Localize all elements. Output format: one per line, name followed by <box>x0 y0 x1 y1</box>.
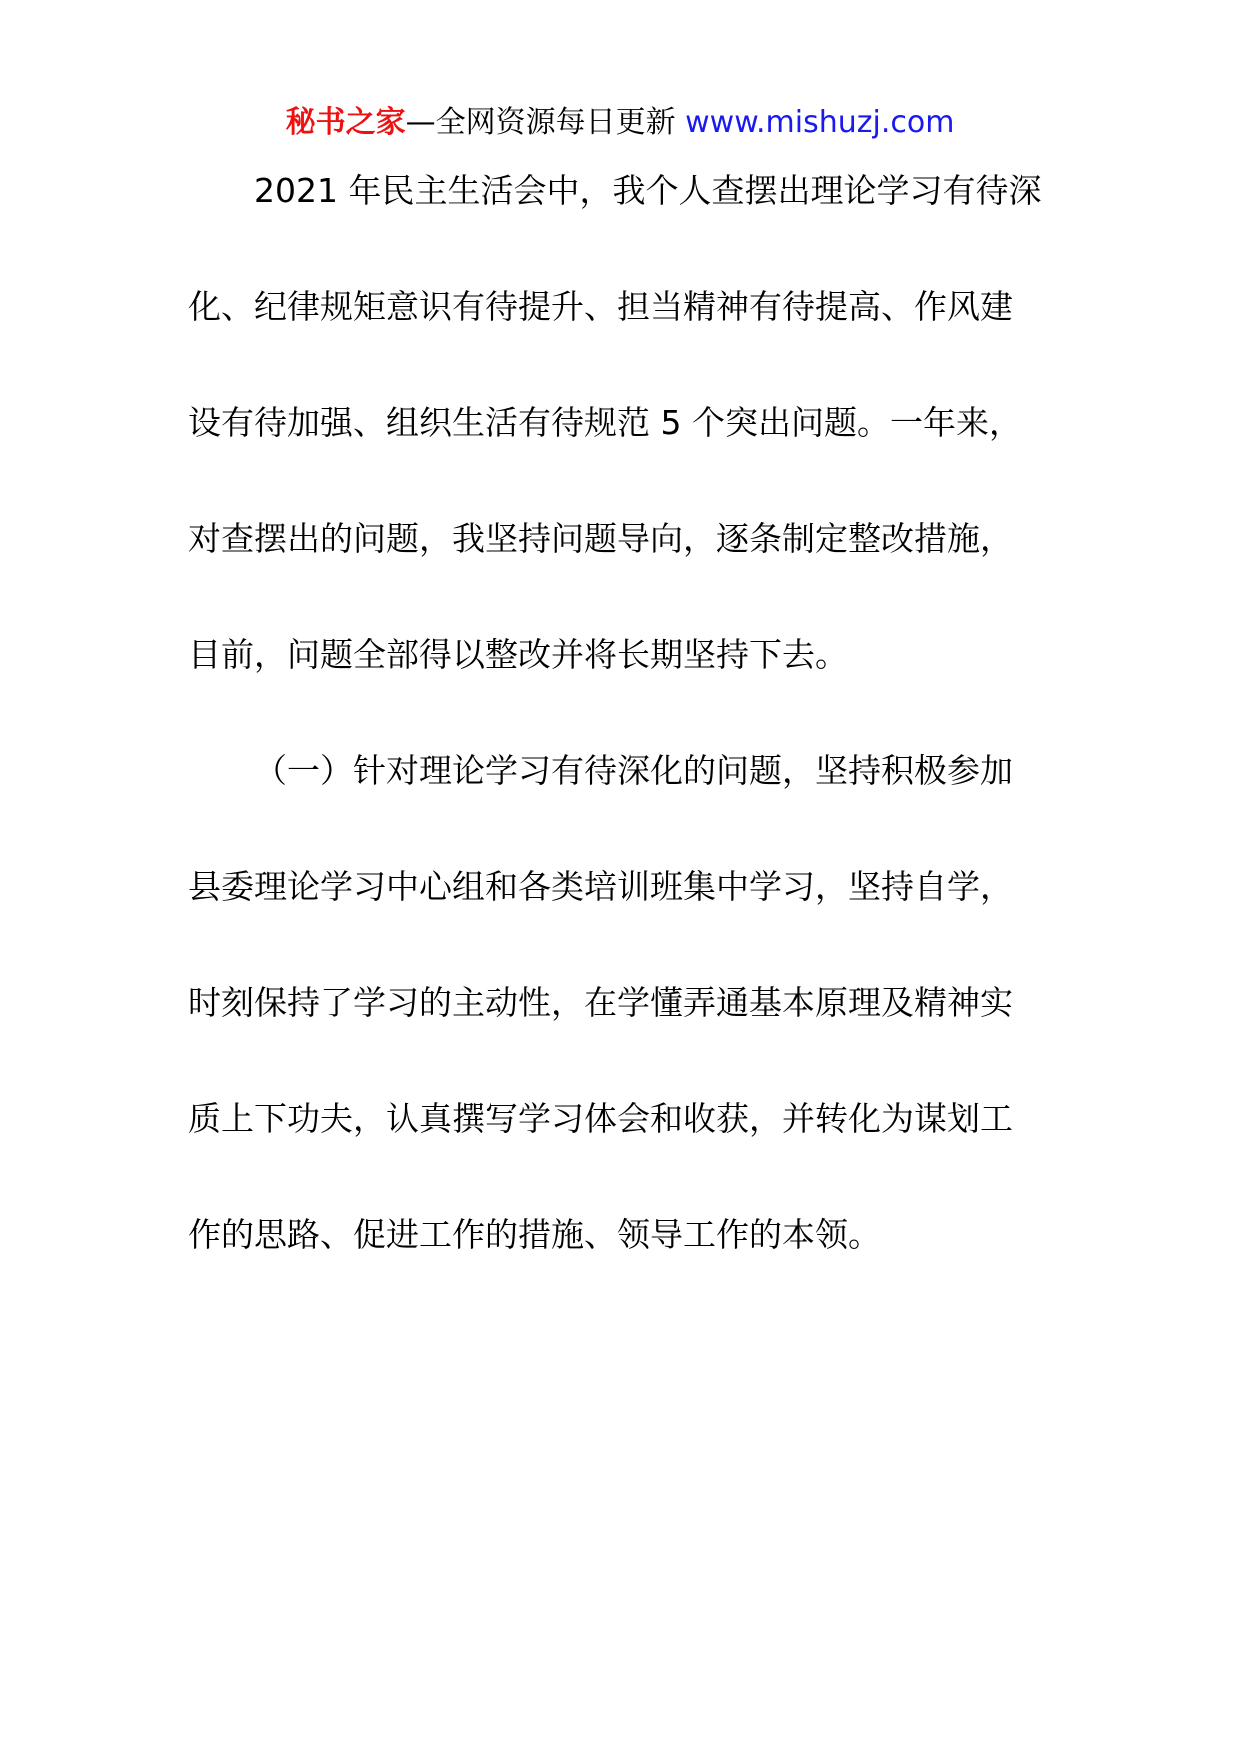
paragraph-1-line-4: 对查摆出的问题，我坚持问题导向，逐条制定整改措施， <box>188 519 1013 558</box>
header-dash: — <box>405 105 436 140</box>
site-url-link[interactable]: www.mishuzj.com <box>685 105 955 140</box>
header-tagline: 全网资源每日更新 <box>435 105 676 140</box>
paragraph-1-line-3: 设有待加强、组织生活有待规范 5 个突出问题。一年来， <box>188 403 1022 442</box>
paragraph-2-line-1: （一）针对理论学习有待深化的问题，坚持积极参加 <box>254 751 1013 790</box>
brand-name: 秘书之家 <box>285 105 406 140</box>
paragraph-2-line-4: 质上下功夫，认真撰写学习体会和收获，并转化为谋划工 <box>188 1099 1013 1138</box>
paragraph-2-line-5: 作的思路、促进工作的措施、领导工作的本领。 <box>188 1215 881 1254</box>
paragraph-1-line-2: 化、纪律规矩意识有待提升、担当精神有待提高、作风建 <box>188 287 1013 326</box>
paragraph-2-line-3: 时刻保持了学习的主动性，在学懂弄通基本原理及精神实 <box>188 983 1013 1022</box>
paragraph-1-line-5: 目前，问题全部得以整改并将长期坚持下去。 <box>188 635 848 674</box>
site-header <box>0 100 1240 146</box>
paragraph-2-line-2: 县委理论学习中心组和各类培训班集中学习，坚持自学， <box>188 867 1013 906</box>
paragraph-1-line-1: 2021 年民主生活会中，我个人查摆出理论学习有待深 <box>254 171 1042 210</box>
